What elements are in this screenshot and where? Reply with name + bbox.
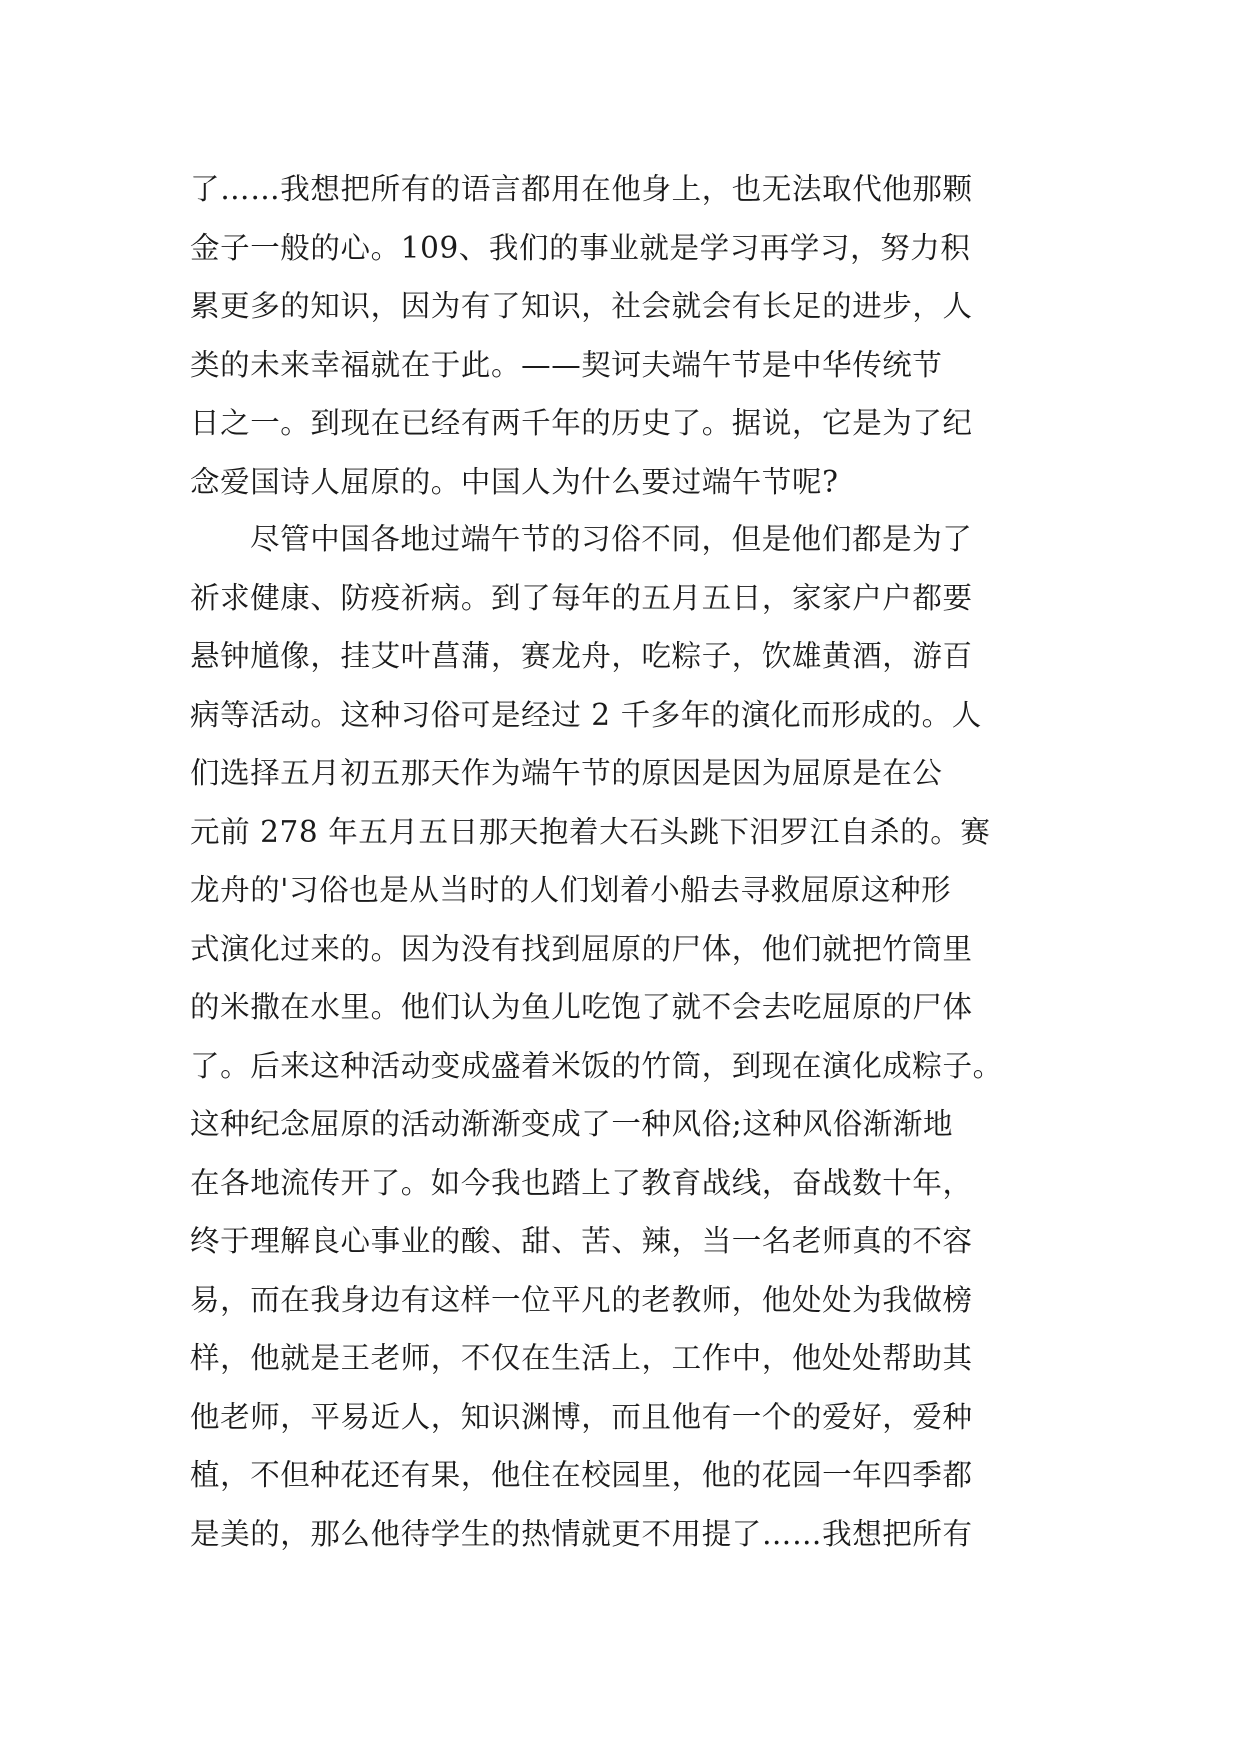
text-line: 样，他就是王老师，不仅在生活上，工作中，他处处帮助其 [190,1341,973,1375]
text-line: 日之一。到现在已经有两千年的历史了。据说，它是为了纪 [190,406,973,440]
text-line: 了……我想把所有的语言都用在他身上，也无法取代他那颗 [190,172,973,206]
text-line: 悬钟馗像，挂艾叶菖蒲，赛龙舟，吃粽子，饮雄黄酒，游百 [190,639,973,673]
text-line: 病等活动。这种习俗可是经过 2 千多年的演化而形成的。人 [190,697,982,732]
text-line-indented: 尽管中国各地过端午节的习俗不同，但是他们都是为了 [250,522,973,556]
text-line: 龙舟的'习俗也是从当时的人们划着小船去寻救屈原这种形 [190,873,952,907]
paragraph-1 [190,160,1070,511]
paragraph-2 [190,510,1070,1563]
text-line: 的米撒在水里。他们认为鱼儿吃饱了就不会去吃屈原的尸体 [190,990,973,1024]
text-line: 终于理解良心事业的酸、甜、苦、辣，当一名老师真的不容 [190,1224,973,1258]
text-line: 在各地流传开了。如今我也踏上了教育战线，奋战数十年， [190,1165,973,1200]
text-line: 植，不但种花还有果，他住在校园里，他的花园一年四季都 [190,1458,973,1492]
text-line: 们选择五月初五那天作为端午节的原因是因为屈原是在公 [190,756,943,790]
text-line: 易，而在我身边有这样一位平凡的老教师，他处处为我做榜 [190,1282,973,1317]
text-line: 这种纪念屈原的活动渐渐变成了一种风俗;这种风俗渐渐地 [190,1107,954,1141]
text-line: 式演化过来的。因为没有找到屈原的尸体，他们就把竹筒里 [190,931,973,966]
text-line: 是美的，那么他待学生的热情就更不用提了……我想把所有 [190,1516,973,1551]
text-line: 类的未来幸福就在于此。——契诃夫端午节是中华传统节 [190,347,943,382]
text-line: 元前 278 年五月五日那天抱着大石头跳下汨罗江自杀的。赛 [190,814,991,849]
text-line: 他老师，平易近人，知识渊博，而且他有一个的爱好，爱种 [190,1399,973,1434]
text-line: 念爱国诗人屈原的。中国人为什么要过端午节呢? [190,464,839,499]
text-line: 祈求健康、防疫祈病。到了每年的五月五日，家家户户都要 [190,580,973,615]
text-line: 金子一般的心。109、我们的事业就是学习再学习，努力积 [190,230,971,265]
text-line: 了。后来这种活动变成盛着米饭的竹筒，到现在演化成粽子。 [190,1048,1003,1083]
text-line: 累更多的知识，因为有了知识，社会就会有长足的进步，人 [190,289,973,323]
